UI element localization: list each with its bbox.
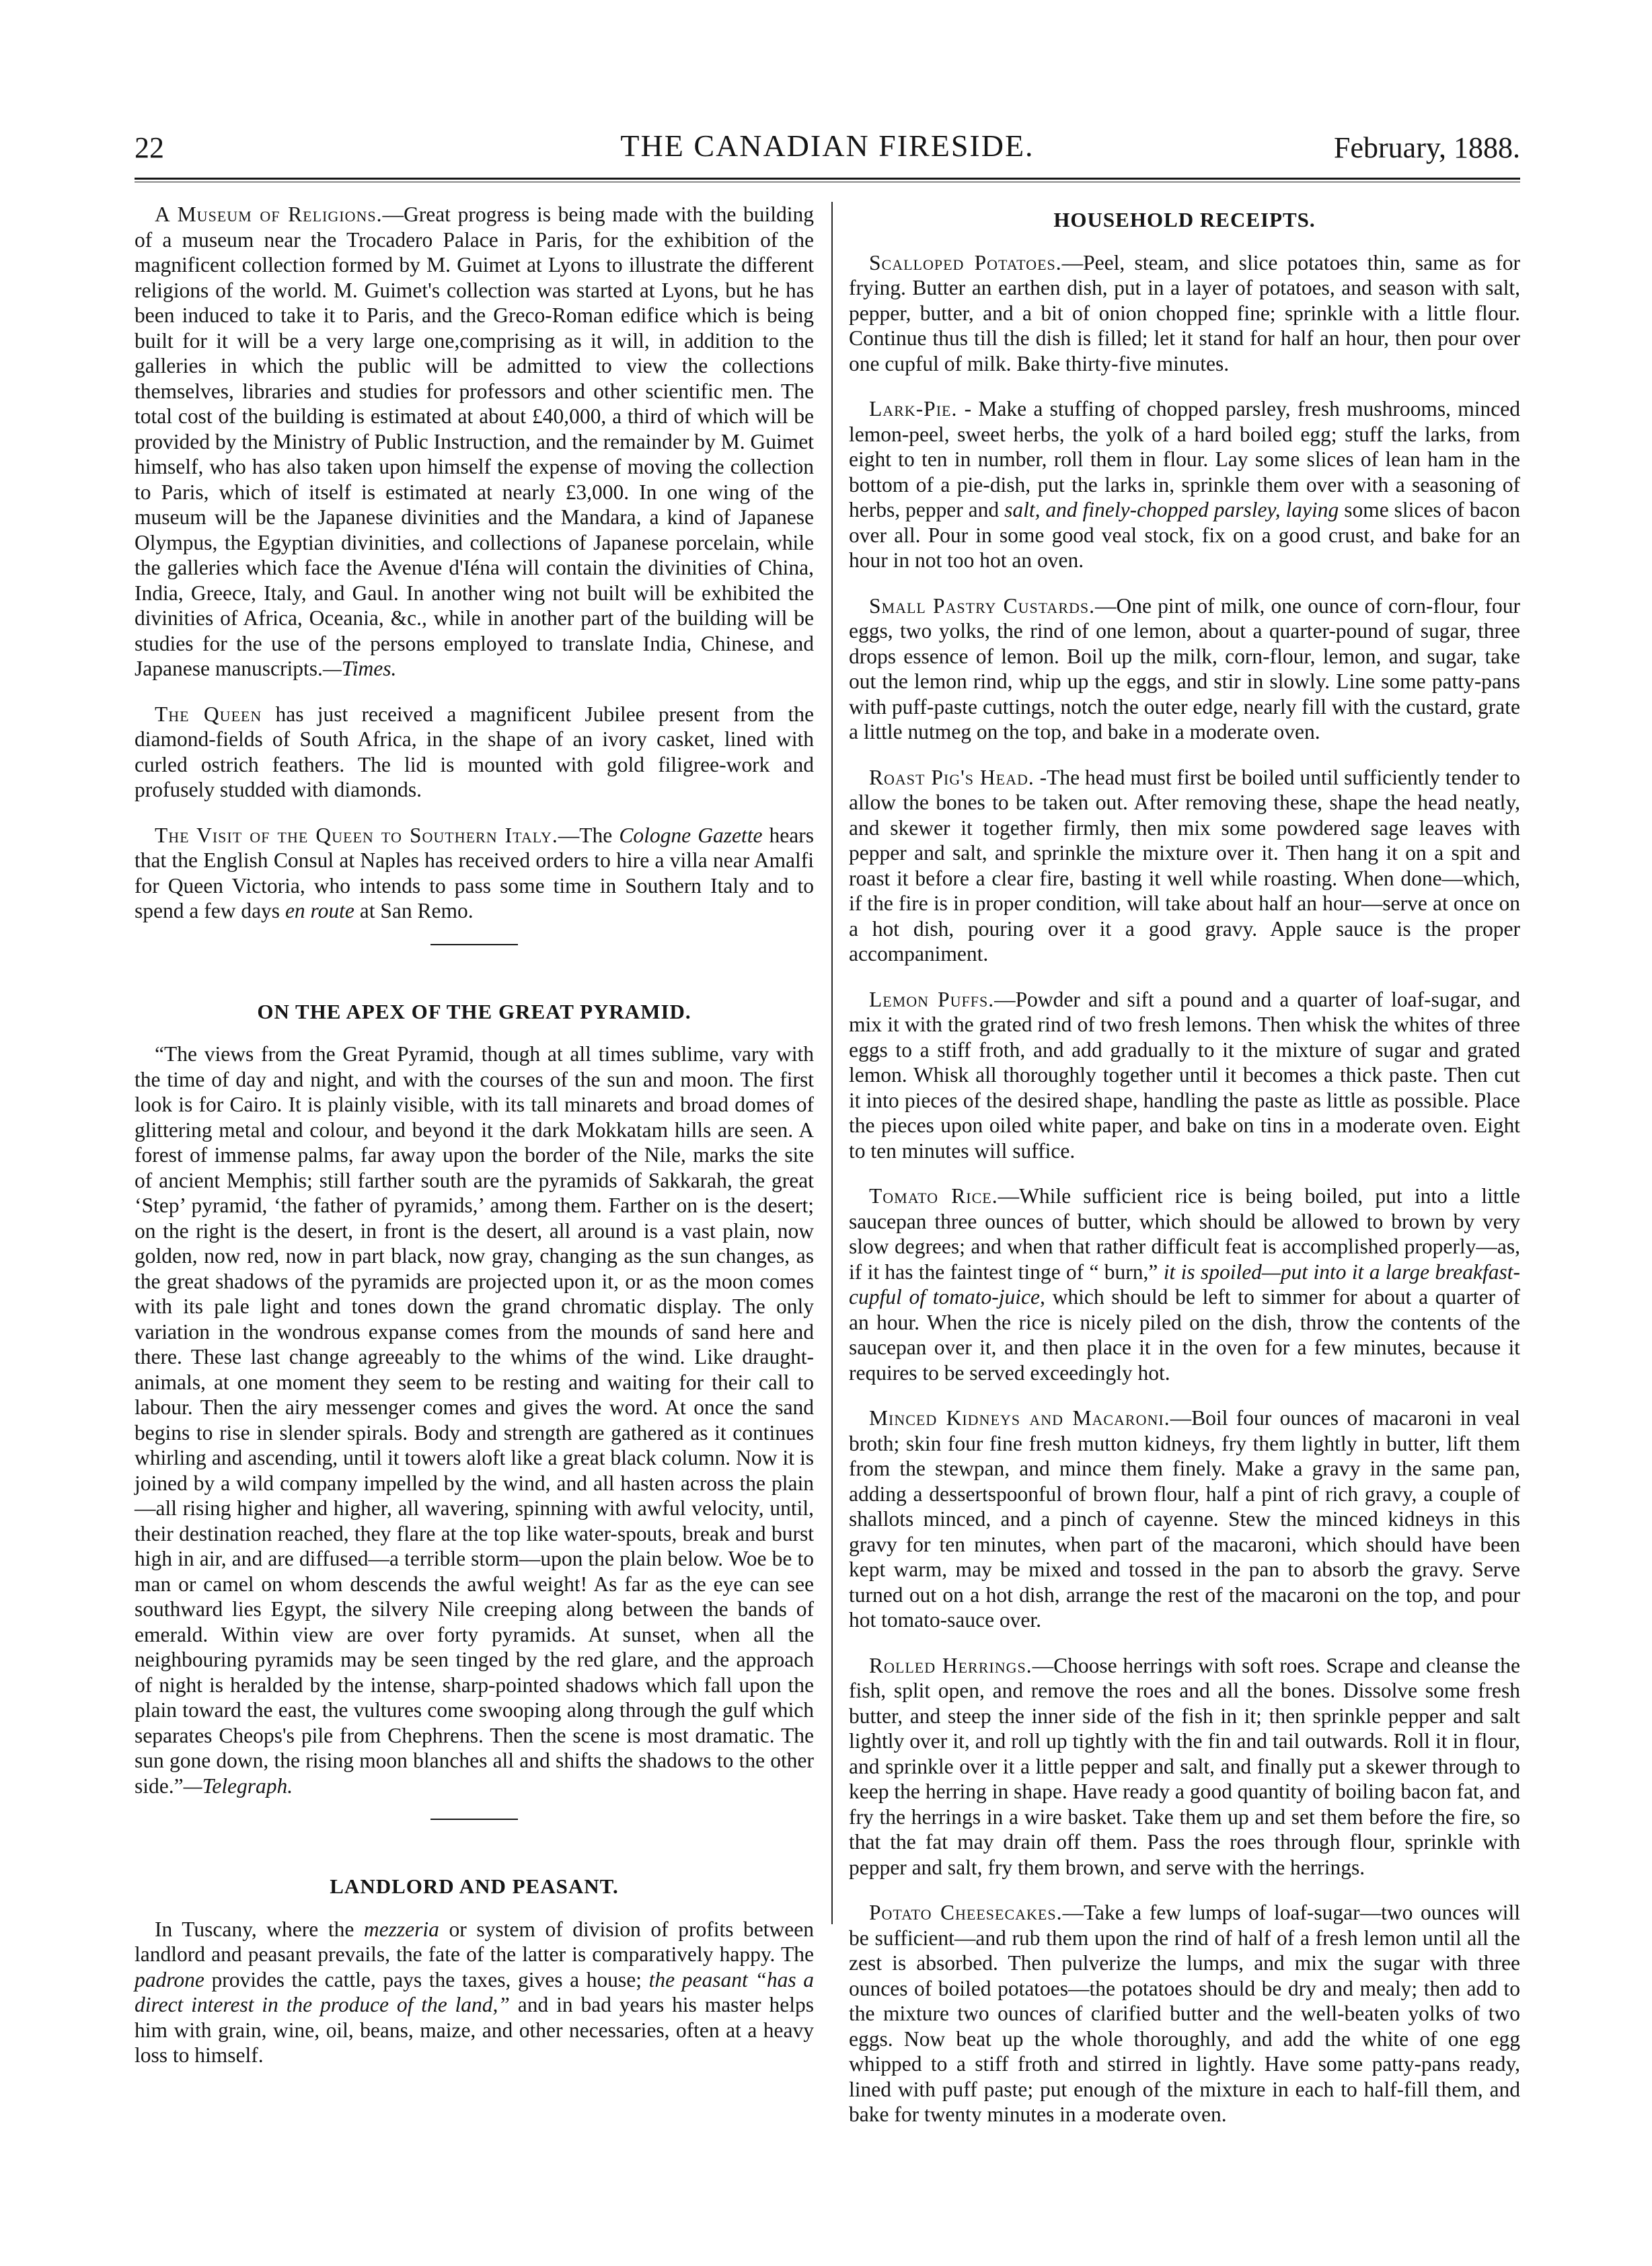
right-column	[849, 202, 1520, 2148]
article-museum	[135, 202, 814, 682]
section-separator	[430, 1819, 518, 1820]
recipe-body: - Make a stuffing of chopped parsley, fresh mushrooms, minced lemon-peel, sweet herbs, the yolk of a hard boiled egg; stuff the larks, from eight to ten in number, roll them in flour. Lay some slices of lean ham in the bottom of a pie-dish, put the larks in, sprinkle them over with a seasoning of herbs, pepper and	[849, 397, 1520, 521]
page-number: 22	[135, 131, 164, 164]
recipe-body: —Choose herrings with soft roes. Scrape and cleanse the fish, split open, and remove the roes and all the bones. Dissolve some fresh butter, and steep the inner side of the fish in it; then sprinkle pepper and salt lightly over it, and roll up tightly with the fin and tail outwards. Roll it in flour, and sprinkle over it a little pepper and salt, and finally put a skewer through to keep the herring in shape. Have ready a good quantity of boiling bacon fat, and fry the herrings in a wire basket. Take them up and set them before the fire, so that the fat may drain off them. Pass the roes through flour, sprinkle with pepper and salt, fry them brown, and serve with the herrings.	[849, 1653, 1520, 1879]
article-landlord	[135, 1917, 814, 2068]
landlord-text: provides the cattle, pays the taxes, gives a house;	[204, 1967, 649, 1991]
page-header	[135, 118, 1520, 179]
column-divider	[831, 202, 833, 1924]
article-visit	[135, 823, 814, 924]
recipe-roast-pigs-head	[849, 765, 1520, 967]
recipe-lark-pie	[849, 396, 1520, 573]
recipe-kicker: Roast Pig's Head.	[869, 765, 1035, 789]
visit-en-route: en route	[285, 899, 354, 922]
receipts-title: HOUSEHOLD RECEIPTS.	[1053, 208, 1316, 231]
recipe-kicker: Lemon Puffs.	[869, 987, 995, 1011]
recipe-body: which should be left to simmer for about a quarter of an hour. When the rice is nicely piled on the dish, throw the contents of the saucepan over it, and then place it in the oven for a few minutes, because it requires to be served exceedingly hot.	[849, 1285, 1520, 1385]
recipe-body: —While sufficient rice is being boiled, put into a little saucepan three ounces of butter, which should be allowed to brown by very slow degrees; and when that rather difficult feat is accomplished properly—as, if it has the faintest tinge of “ burn,”	[849, 1184, 1520, 1284]
landlord-italic: mezzeria	[363, 1917, 439, 1941]
recipe-body: -The head must first be boiled until sufficiently tender to allow the bones to be taken out. After removing these, shape the head neatly, and skewer it together firmly, then mix some powdered sage leaves with pepper and salt, and sprinkle the mixture over it. Then hang it on a spit and roast it before a clear fire, basting it well while roasting. When done—which, if the fire is in proper condition, will take about half an hour—serve at once on a hot dish, pouring over it a good gravy. Apple sauce is the proper accompaniment.	[849, 765, 1520, 965]
recipe-kicker: Minced Kidneys and Macaroni.	[869, 1406, 1170, 1430]
visit-source: Cologne Gazette	[619, 823, 763, 847]
visit-body-a: —The	[558, 823, 620, 847]
queen-kicker: The Queen	[155, 702, 262, 726]
article-queen	[135, 702, 814, 803]
landlord-text: or system of division of profits between landlord and peasant prevails, the fate of the latter is comparatively happy. The	[135, 1917, 814, 1966]
landlord-text: In Tuscany, where the	[155, 1917, 364, 1941]
queen-body: has just received a magnificent Jubilee present from the diamond-fields of South Africa, in the shape of an ivory casket, lined with curled ostrich feathers. The lid is mounted with gold filigree-work and profusely studded with diamonds.	[135, 702, 815, 801]
header-rule	[135, 178, 1520, 182]
recipe-body: —Powder and sift a pound and a quarter of loaf-sugar, and mix it with the grated rind of two fresh lemons. Then whisk the whites of three eggs to a stiff froth, and add gradually to it the mixture of sugar and grated lemon. Whisk all thoroughly together until it becomes a thick paste. Then cut it into pieces of the desired shape, handling the paste as little as possible. Place the pieces upon oiled white paper, and bake on tins in a moderate oven. Eight to ten minutes will suffice.	[849, 987, 1520, 1163]
visit-body-c: at San Remo.	[354, 899, 474, 922]
landlord-text: and in bad years his master helps him with grain, wine, oil, beans, maize, and other necessaries, often at a heavy loss to himself.	[135, 1993, 814, 2067]
recipe-body: —Boil four ounces of macaroni in veal broth; skin four fine fresh mutton kidneys, fry them lightly in butter, lift them from the stewpan, and mince them finely. Make a gravy in the same pan, adding a dessertspoonful of brown flour, half a pint of rich gravy, a couple of shallots minced, and a pinch of cayenne. Stew the minced kidneys in this gravy for ten minutes, when part of the macaroni, which should have been kept warm, may be mixed and tossed in the pan to absorb the gravy. Serve turned out on a hot dish, arrange the rest of the macaroni on the top, and pour hot tomato-sauce over.	[849, 1406, 1521, 1632]
museum-kicker: A Museum of Religions.	[155, 203, 383, 226]
article-pyramid	[135, 1041, 814, 1798]
recipe-body: —Peel, steam, and slice potatoes thin, same as for frying. Butter an earthen dish, put in a layer of potatoes, and season with salt, pepper, butter, and a bit of onion chopped fine; sprinkle with a little flour. Continue thus till the dish is filled; let it stand for half an hour, then pour over one cupful of milk. Bake thirty-five minutes.	[849, 250, 1520, 375]
landlord-italic: the peasant “has a direct interest in the produce of the land,”	[135, 1967, 814, 2016]
recipe-kicker: Scalloped Potatoes.	[869, 250, 1062, 275]
section-separator	[430, 944, 518, 945]
visit-kicker: The Visit of the Queen to Southern Italy.	[155, 823, 558, 847]
landlord-italic: padrone	[135, 1967, 204, 1991]
visit-body-b: hears that the English Consul at Naples has received orders to hire a villa near Amalfi for Queen Victoria, who intends to pass some time in Southern Italy and to spend a few days	[135, 823, 814, 922]
recipe-scalloped-potatoes	[849, 250, 1520, 377]
issue-date: February, 1888.	[1334, 131, 1520, 164]
recipe-lemon-puffs	[849, 987, 1520, 1164]
recipe-italic: it is spoiled—put into it a large breakfast-cupful of tomato-juice,	[849, 1259, 1520, 1309]
recipe-body: —Take a few lumps of loaf-sugar—two ounces will be sufficient—and rub them upon the rind of half of a fresh lemon until all the zest is absorbed. Then pulverize the lumps, and mix the sugar with three ounces of boiled potatoes—the potatoes should be dry and mealy; then add to the mixture two ounces of clarified butter and the well-beaten yolks of two eggs. Now beat up the whole thoroughly, and add the white of one egg whipped to a stiff froth and stirred in lightly. Have some patty-pans ready, lined with puff paste; put enough of the mixture in each to half-fill them, and bake for twenty minutes in a moderate oven.	[849, 1901, 1520, 2126]
recipe-kicker: Potato Cheesecakes.	[869, 1901, 1063, 1924]
recipe-body: some slices of bacon over all. Pour in some good veal stock, fix on a good crust, and bake for an hour in not too hot an oven.	[849, 498, 1520, 572]
recipe-potato-cheesecakes	[849, 1900, 1520, 2127]
pyramid-title: ON THE APEX OF THE GREAT PYRAMID.	[257, 999, 691, 1023]
recipe-kicker: Rolled Herrings.	[869, 1653, 1032, 1677]
recipe-minced-kidneys	[849, 1405, 1520, 1633]
recipe-italic: salt, and finely-chopped parsley, laying	[1004, 498, 1339, 521]
pyramid-source: —Telegraph.	[183, 1774, 293, 1798]
museum-source: —Times.	[322, 657, 397, 680]
recipe-body: —One pint of milk, one ounce of corn-flour, four eggs, two yolks, the rind of one lemon, about a quarter-pound of sugar, three drops essence of lemon. Boil up the milk, corn-flour, lemon, and sugar, take out the lemon rind, whip up the eggs, and stir in slowly. Line some patty-pans with puff-paste cuttings, notch the outer edge, nearly fill with the custard, grate a little nutmeg on the top, and bake in a moderate oven.	[849, 593, 1520, 743]
journal-title: THE CANADIAN FIRESIDE.	[620, 129, 1035, 163]
recipe-kicker: Tomato Rice.	[869, 1184, 998, 1208]
landlord-title: LANDLORD AND PEASANT.	[330, 1874, 619, 1898]
recipe-tomato-rice	[849, 1183, 1520, 1385]
left-column	[135, 202, 814, 2088]
recipe-kicker: Lark-Pie.	[869, 397, 958, 421]
pyramid-body: “The views from the Great Pyramid, though at all times sublime, vary with the time of day and night, and with the courses of the sun and moon. The first look is for Cairo. It is plainly visible, with its tall minarets and broad domes of glittering metal and colour, and beyond it the dark Mokkatam hills are seen. A forest of immense palms, far away upon the border of the Nile, marks the site of ancient Memphis; still farther south are the pyramids of Sakkarah, the great ‘Step’ pyramid, ‘the father of pyramids,’ among them. Farther on is the desert; on the right is the desert, in front is the desert, all around is a vast plain, now golden, now red, now in part black, now gray, changing as the sun changes, as the great shadows of the pyramids are projected upon it, or as the moon comes with its pale light and tones down the grand chromatic display. The only variation in the wondrous expanse comes from the mounds of sand here and there. These last change agreeably to the whims of the wind. Like draught-animals, at one moment they seem to be resting and waiting for their call to labour. Then the airy messenger comes and gives the word. At once the sand begins to rise in slender spirals. Body and strength are gathered as it continues whirling and ascending, until it towers aloft like a great black column. Now it is joined by a wild company impelled by the wind, and all hasten across the plain—all rising higher and higher, all wavering, spinning with awful velocity, until, their destination reached, they flare at the top like water-spouts, break and burst high in air, and are diffused—a terrible storm—upon the plain below. Woe be to man or camel on whom descends the awful weight! As far as the eye can see southward lies Egypt, the silvery Nile creeping along between the bands of emerald. Within view are over forty pyramids. At sunset, when all the neighbouring pyramids may be seen tinged by the red glare, and the approach of night is heralded by the intense, sharp-pointed shadows which fall upon the plain toward the east, the vultures come swooping along through the gulf which separates Cheops's pile from Chephrens. Then the scene is most dramatic. The sun gone down, the rising moon blanches all and shifts the shadows to the other side.”	[135, 1042, 814, 1798]
recipe-kicker: Small Pastry Custards.	[869, 593, 1095, 618]
recipe-small-pastry-custards	[849, 593, 1520, 745]
museum-body: —Great progress is being made with the building of a museum near the Trocadero Palace in Paris, for the exhibition of the magnificent collection formed by M. Guimet at Lyons to illustrate the different religions of the world. M. Guimet's collection was started at Lyons, but he has been induced to take it to Paris, and the Greco-Roman edifice which is being built for it will be a very large one,comprising as it will, in addition to the galleries in which the public will be admitted to view the collections themselves, libraries and studies for professors and other scientific men. The total cost of the building is estimated at about £40,000, a third of which will be provided by the Ministry of Public Instruction, and the remainder by M. Guimet himself, who has also taken upon himself the expense of moving the collection to Paris, which of itself is estimated at nearly £3,000. In one wing of the museum will be the Japanese divinities and the Mandara, a kind of Japanese Olympus, the Egyptian divinities, and collections of Japanese porcelain, while the galleries which face the Avenue d'Iéna will contain the divinities of China, India, Greece, Italy, and Gaul. In another wing not built will be exhibited the divinities of Africa, Oceania, &c., while in another part of the building will be studies for the use of the persons employed to translate India, Chinese, and Japanese manuscripts.	[135, 203, 814, 680]
recipe-rolled-herrings	[849, 1653, 1520, 1880]
